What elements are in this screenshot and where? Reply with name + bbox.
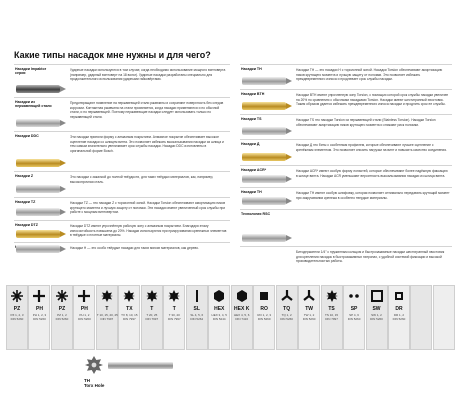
bit-type-sizes: T 20, 25 DIN 7997 (145, 313, 159, 321)
bit-description-row (240, 209, 452, 246)
bit-shape (16, 245, 60, 253)
featured-bit-code: TH (84, 378, 90, 383)
bit-type-code: T (150, 306, 154, 312)
bit-shape (16, 119, 60, 127)
bit-photo (14, 98, 68, 131)
bit-description-row (14, 242, 230, 257)
bit-type-sizes: PZ 1, 2, 3 DIN 5260 (10, 313, 24, 321)
bit-type-code: SW (372, 306, 381, 312)
bit-type-sizes: PZ 1, 2 DIN 5260 (55, 313, 69, 321)
bit-type-code: SL (193, 306, 200, 312)
bit-shape (16, 159, 60, 167)
bit-photo (240, 115, 294, 139)
bit-type-card (28, 285, 50, 350)
bit-type-code: T (172, 306, 176, 312)
bit-description-row (14, 64, 230, 97)
bit-name: Насадки TH (241, 190, 262, 194)
bit-name: Технология RSC (241, 212, 271, 216)
bit-description-row (14, 171, 230, 197)
bit-name: Насадки TH (241, 67, 262, 71)
pozidriv-icon (10, 289, 24, 303)
bit-description: Насадки Д это биты с особенным профилем, которые обеспечивают лучшее сцепление с крепёжным элементом. Это позволяет снизить нагрузки на винт и повысить качество соединения. (296, 143, 447, 152)
bit-type-sizes: PH 1, 2, 3 DIN 5260 (32, 313, 47, 321)
bit-name: Насадки BTH (241, 92, 265, 96)
bit-shape (242, 77, 286, 85)
bit-description: Насадки TH имеют особую шлифовку, которая позволяет оптимально передавать крутящий момент при закручивании крепежа в особенно твердые материалы. (296, 191, 450, 200)
bit-shape (242, 127, 286, 135)
bit-photo (14, 172, 68, 197)
bit-type-card (51, 285, 73, 350)
bit-type-card (343, 285, 365, 350)
featured-bit-name: Torx Hole (84, 383, 105, 389)
bit-type-code: PH (35, 306, 43, 312)
bit-description-row (240, 64, 452, 89)
bit-description: Это насадки с закалкой до полной твёрдости, для таких твёрдых материалов, как, например, высокопрочная сталь. (70, 175, 214, 184)
bit-type-card (118, 285, 140, 350)
bit-photo (240, 166, 294, 187)
bit-name: Насадки Impaktor серия (15, 67, 47, 75)
bit-type-sizes: T 10, 15, 20, 25 DIN 7997 (96, 313, 118, 321)
featured-bit-image (80, 355, 175, 375)
hex-icon (212, 289, 226, 303)
bit-photo (240, 188, 294, 209)
bit-type-code: HEX K (234, 306, 250, 312)
bit-description: Насадки TZ — это насадки Z с торсионной зоной. Насадки Torsion обеспечивают амортизацию пиков крутящего момента и лучшую защиту от поломки. Эти насадки имеют увеличенный срок службы при работе с мощным винтовертом. (70, 201, 226, 215)
bit-shape (16, 185, 60, 193)
bit-type-card (321, 285, 343, 350)
bit-description: Битодержатели 1/4" с пружинным кольцом и быстрозажимные насадки шестигранный хвостовик для крепления насадок в быстрозажимных патронах, с удобной системой фиксации и высокой производительностью работы. (296, 250, 445, 264)
bit-description: Насадки H — это особо твёрдые насадки для таких мягких материалов, как дерево. (70, 246, 199, 250)
bit-photo (240, 140, 294, 165)
bit-type-code: TW (305, 306, 313, 312)
bit-type-code: DR (395, 306, 403, 312)
robertson-icon (257, 289, 271, 303)
bit-description-row (14, 197, 230, 220)
bit-type-card (410, 285, 432, 350)
bit-type-code: TS (328, 306, 335, 312)
bit-name: Насадки TS (241, 117, 262, 121)
torx-icon (122, 289, 136, 303)
bit-type-sizes: TQ 1, 2 DIN 5260 (280, 313, 293, 321)
bit-name: Насадки DTZ (15, 223, 38, 227)
bit-type-sizes: TX 8, 10, 15 DIN 7997 (121, 313, 138, 321)
bit-type-card (163, 285, 185, 350)
bit-description: Насадки TH — это насадки H с торсионной зоной. Насадки Torsion обеспечивают амортизацию пиков крутящего момента и лучшую защиту от поломки. Это позволяет избежать преждевременного износа и продлевает срок службы насадки. (296, 68, 443, 82)
bit-type-card (388, 285, 410, 350)
bit-type-card (276, 285, 298, 350)
left-column (14, 64, 230, 257)
bit-shape (242, 102, 286, 110)
bit-description (294, 210, 452, 246)
bit-description: Насадки DTZ имеют упрочнённую рабочую зону с алмазным покрытием. Благодаря этому износостойкость повышена до 20%. Насадки используются при прикручивании крепежных элементов в твёрдые и плотные материалы. (70, 224, 227, 238)
bit-type-card (96, 285, 118, 350)
bit-shape (242, 197, 286, 205)
bit-description: Насадки BTH имеют упрочненную зону Torsion, с помощью которой срок службы насадки увеличен на 20% по сравнению с обычными насадками Torsion. Насадки имеют шестигранный хвостовик. Таким образом удается избежать преждевременного износа насадки и продлить срок ее службы. (296, 93, 449, 107)
bit-photo (14, 132, 68, 171)
bit-type-code: PZ (13, 306, 21, 312)
page-title: Какие типы насадок мне нужны и для чего? (14, 50, 211, 60)
bit-type-sizes: SP 4, 6 DIN 5260 (347, 313, 361, 321)
bit-photo (14, 243, 68, 257)
drive-icon (392, 289, 406, 303)
bit-description: Эти насадки приняли форму с алмазным покрытием. Алмазное покрытие обеспечивает высокое сцепление насадки со шлицем винта. Это позволяет избежать выскальзывания насадки из шлица и тем самым значительно увеличивает срок службы насадки. Насадки DDC изготовлены в оригинальной форме Bosch. (70, 135, 224, 153)
blank-icon (414, 289, 428, 303)
slot-icon (190, 289, 204, 303)
right-column (240, 64, 452, 271)
bit-shape (16, 85, 60, 93)
bit-name: Насадки Д (241, 142, 260, 146)
bit-photo (240, 247, 294, 271)
bit-description-row (240, 187, 452, 209)
bit-type-sizes: SW 1, 2 DIN 5260 (370, 313, 383, 321)
bit-photo (240, 65, 294, 89)
bit-type-sizes: TS 10, 15 DIN 7997 (325, 313, 339, 321)
bit-type-code: SP (350, 306, 358, 312)
hex-icon (235, 289, 249, 303)
bit-type-card (366, 285, 388, 350)
bit-type-sizes: TW 1, 2 DIN 5260 (302, 313, 316, 321)
bit-type-card (253, 285, 275, 350)
spanner-icon (347, 289, 361, 303)
bit-type-code: TX (126, 306, 133, 312)
bit-type-sizes: HEX 3, 4, 5 DIN 5244 (211, 313, 227, 321)
bit-description-row (14, 97, 230, 131)
bit-description-row (14, 220, 230, 242)
bit-description-row (240, 114, 452, 139)
bit-description: Предотвращают появление на нержавеющей стали ржавчины и сохраняют поверхность без следов коррозии. Контактная ржавчина на стали проявляется, когда насадки применяются и по обычной стали, и по нержавеющей. Поэтому нержавеющие насадки следует использовать только по нержавеющей стали. (70, 101, 224, 119)
bit-name: Насадки ACR* (241, 168, 267, 172)
torx-icon (325, 289, 339, 303)
bit-name: Насадки TZ (15, 200, 36, 204)
bit-type-sizes: HEX 4, 5, 6 DIN 7416 (234, 313, 250, 321)
bit-description-row (14, 131, 230, 171)
bit-shank (108, 362, 173, 369)
triwing-icon (302, 289, 316, 303)
bit-type-sizes: T 30, 40 DIN 7997 (167, 313, 181, 321)
bit-type-code: PZ (58, 306, 66, 312)
bit-shape (16, 230, 60, 238)
bit-description: Насадки TS это насадки Torsion из нержавеющей стали (Stainless Torsion). Насадки Torsion обеспечивают амортизацию пиков крутящего момента и снижают риск поломки. (296, 118, 436, 127)
bit-type-code: HEX (214, 306, 225, 312)
bit-shape (242, 153, 286, 161)
bit-shape (16, 208, 60, 216)
bit-type-card (231, 285, 253, 350)
bit-type-card (6, 285, 28, 350)
bit-type-strip (6, 285, 455, 350)
bit-type-card (186, 285, 208, 350)
triwing-icon (280, 289, 294, 303)
bit-name: Насадки из нержавеющей стали (15, 100, 52, 108)
bit-description: Ударные насадки используются в том случае, когда необходимо использование мощного винтоверта (например, ударный винтоверт на 18 вольт). Ударные насадки разработаны специально для продолжительного использования ударными гайковёртами. (70, 68, 226, 82)
bit-type-code: RO (260, 306, 268, 312)
blank-icon (437, 289, 451, 303)
bit-type-card (433, 285, 455, 350)
torx-icon (145, 289, 159, 303)
phillips-icon (77, 289, 91, 303)
bit-type-code: TQ (283, 306, 291, 312)
bit-type-sizes: RO 1, 2, 3 DIN 5260 (257, 313, 271, 321)
pozidriv-icon (55, 289, 69, 303)
bit-type-code: PH (80, 306, 88, 312)
torx-icon (167, 289, 181, 303)
square-icon (370, 289, 384, 303)
bit-description-row (240, 89, 452, 114)
bit-type-card (73, 285, 95, 350)
bit-photo (240, 210, 294, 246)
bit-type-card (298, 285, 320, 350)
bit-description-row (240, 139, 452, 165)
bit-type-sizes: SL 4, 5, 6 DIN 5264 (190, 313, 204, 321)
bit-description-row (240, 165, 452, 187)
bit-type-sizes: PH 1, 2 DIN 5260 (78, 313, 91, 321)
bit-photo (240, 90, 294, 114)
bit-photo (14, 221, 68, 242)
bit-type-code: T (105, 306, 109, 312)
bit-name: Насадки Z (15, 174, 34, 178)
bit-photo (14, 198, 68, 220)
featured-bit-label (84, 378, 104, 388)
bit-shape (242, 234, 286, 242)
torx-icon (100, 289, 114, 303)
bit-photo (14, 65, 68, 97)
bit-type-sizes: DR 1, 2 DIN 5260 (392, 313, 406, 321)
phillips-icon (32, 289, 46, 303)
bit-description-row (240, 246, 452, 271)
bit-description: Насадки ACR* имеют особую форму лопастей, которые обеспечивают более надёжную фиксацию в шлице винта. Насадки ACR уменьшают вероятность выскальзывания насадки из шлица винта. (296, 169, 448, 178)
bit-type-card (208, 285, 230, 350)
bit-type-card (141, 285, 163, 350)
bit-shape (242, 175, 286, 183)
bit-name: Насадки DDC (15, 134, 39, 138)
torx-star-icon (84, 355, 104, 375)
